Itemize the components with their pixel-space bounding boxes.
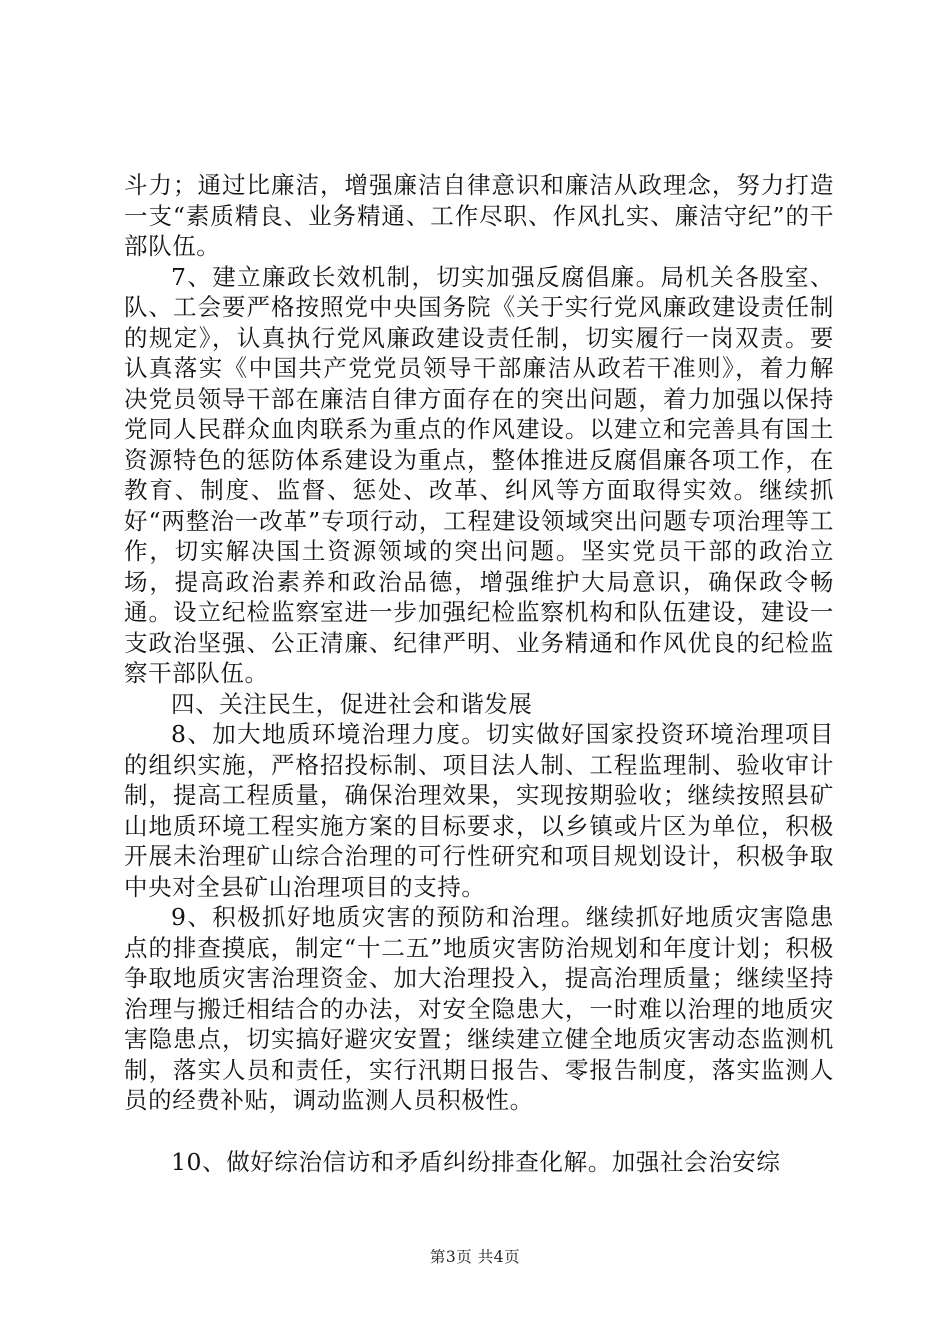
document-body <box>124 170 834 1177</box>
paragraph-item-7: 7、建立廉政长效机制，切实加强反腐倡廉。局机关各股室、队、工会要严格按照党中央国务院《关于实行党风廉政建设责任制的规定》，认真执行党风廉政建设责任制，切实履行一岗双责。要认真落实《中国共产党党员领导干部廉洁从政若干准则》，着力解决党员领导干部在廉洁自律方面存在的突出问题，着力加强以保持党同人民群众血肉联系为重点的作风建设。以建立和完善具有国土资源特色的惩防体系建设为重点，整体推进反腐倡廉各项工作，在教育、制度、监督、惩处、改革、纠风等方面取得实效。继续抓好“两整治一改革”专项行动，工程建设领域突出问题专项治理等工作，切实解决国土资源领域的突出问题。坚实党员干部的政治立场，提高政治素养和政治品德，增强维护大局意识，确保政令畅通。设立纪检监察室进一步加强纪检监察机构和队伍建设，建设一支政治坚强、公正清廉、纪律严明、业务精通和作风优良的纪检监察干部队伍。 <box>124 262 834 687</box>
page-number-label: 第3页 共4页 <box>429 1248 521 1266</box>
paragraph-continuation: 斗力；通过比廉洁，增强廉洁自律意识和廉洁从政理念，努力打造一支“素质精良、业务精通、工作尽职、作风扎实、廉洁守纪”的干部队伍。 <box>124 171 834 260</box>
paragraph-item-8: 8、加大地质环境治理力度。切实做好国家投资环境治理项目的组织实施，严格招投标制、项目法人制、工程监理制、验收审计制，提高工程质量，确保治理效果，实现按期验收；继续按照县矿山地质环境工程实施方案的目标要求，以乡镇或片区为单位，积极开展未治理矿山综合治理的可行性研究和项目规划设计，积极争取中央对全县矿山治理项目的支持。 <box>124 720 834 901</box>
paragraph-item-10: 10、做好综治信访和矛盾纠纷排查化解。加强社会治安综 <box>171 1147 781 1176</box>
section-heading-4: 四、关注民生，促进社会和谐发展 <box>171 689 533 718</box>
page-footer <box>0 1245 950 1267</box>
paragraph-item-9: 9、积极抓好地质灾害的预防和治理。继续抓好地质灾害隐患点的排查摸底，制定“十二五”地质灾害防治规划和年度计划；积极争取地质灾害治理资金、加大治理投入，提高治理质量；继续坚持治理与搬迁相结合的办法，对安全隐患大，一时难以治理的地质灾害隐患点，切实搞好避灾安置；继续建立健全地质灾害动态监测机制，落实人员和责任，实行汛期日报告、零报告制度，落实监测人员的经费补贴，调动监测人员积极性。 <box>124 903 834 1114</box>
